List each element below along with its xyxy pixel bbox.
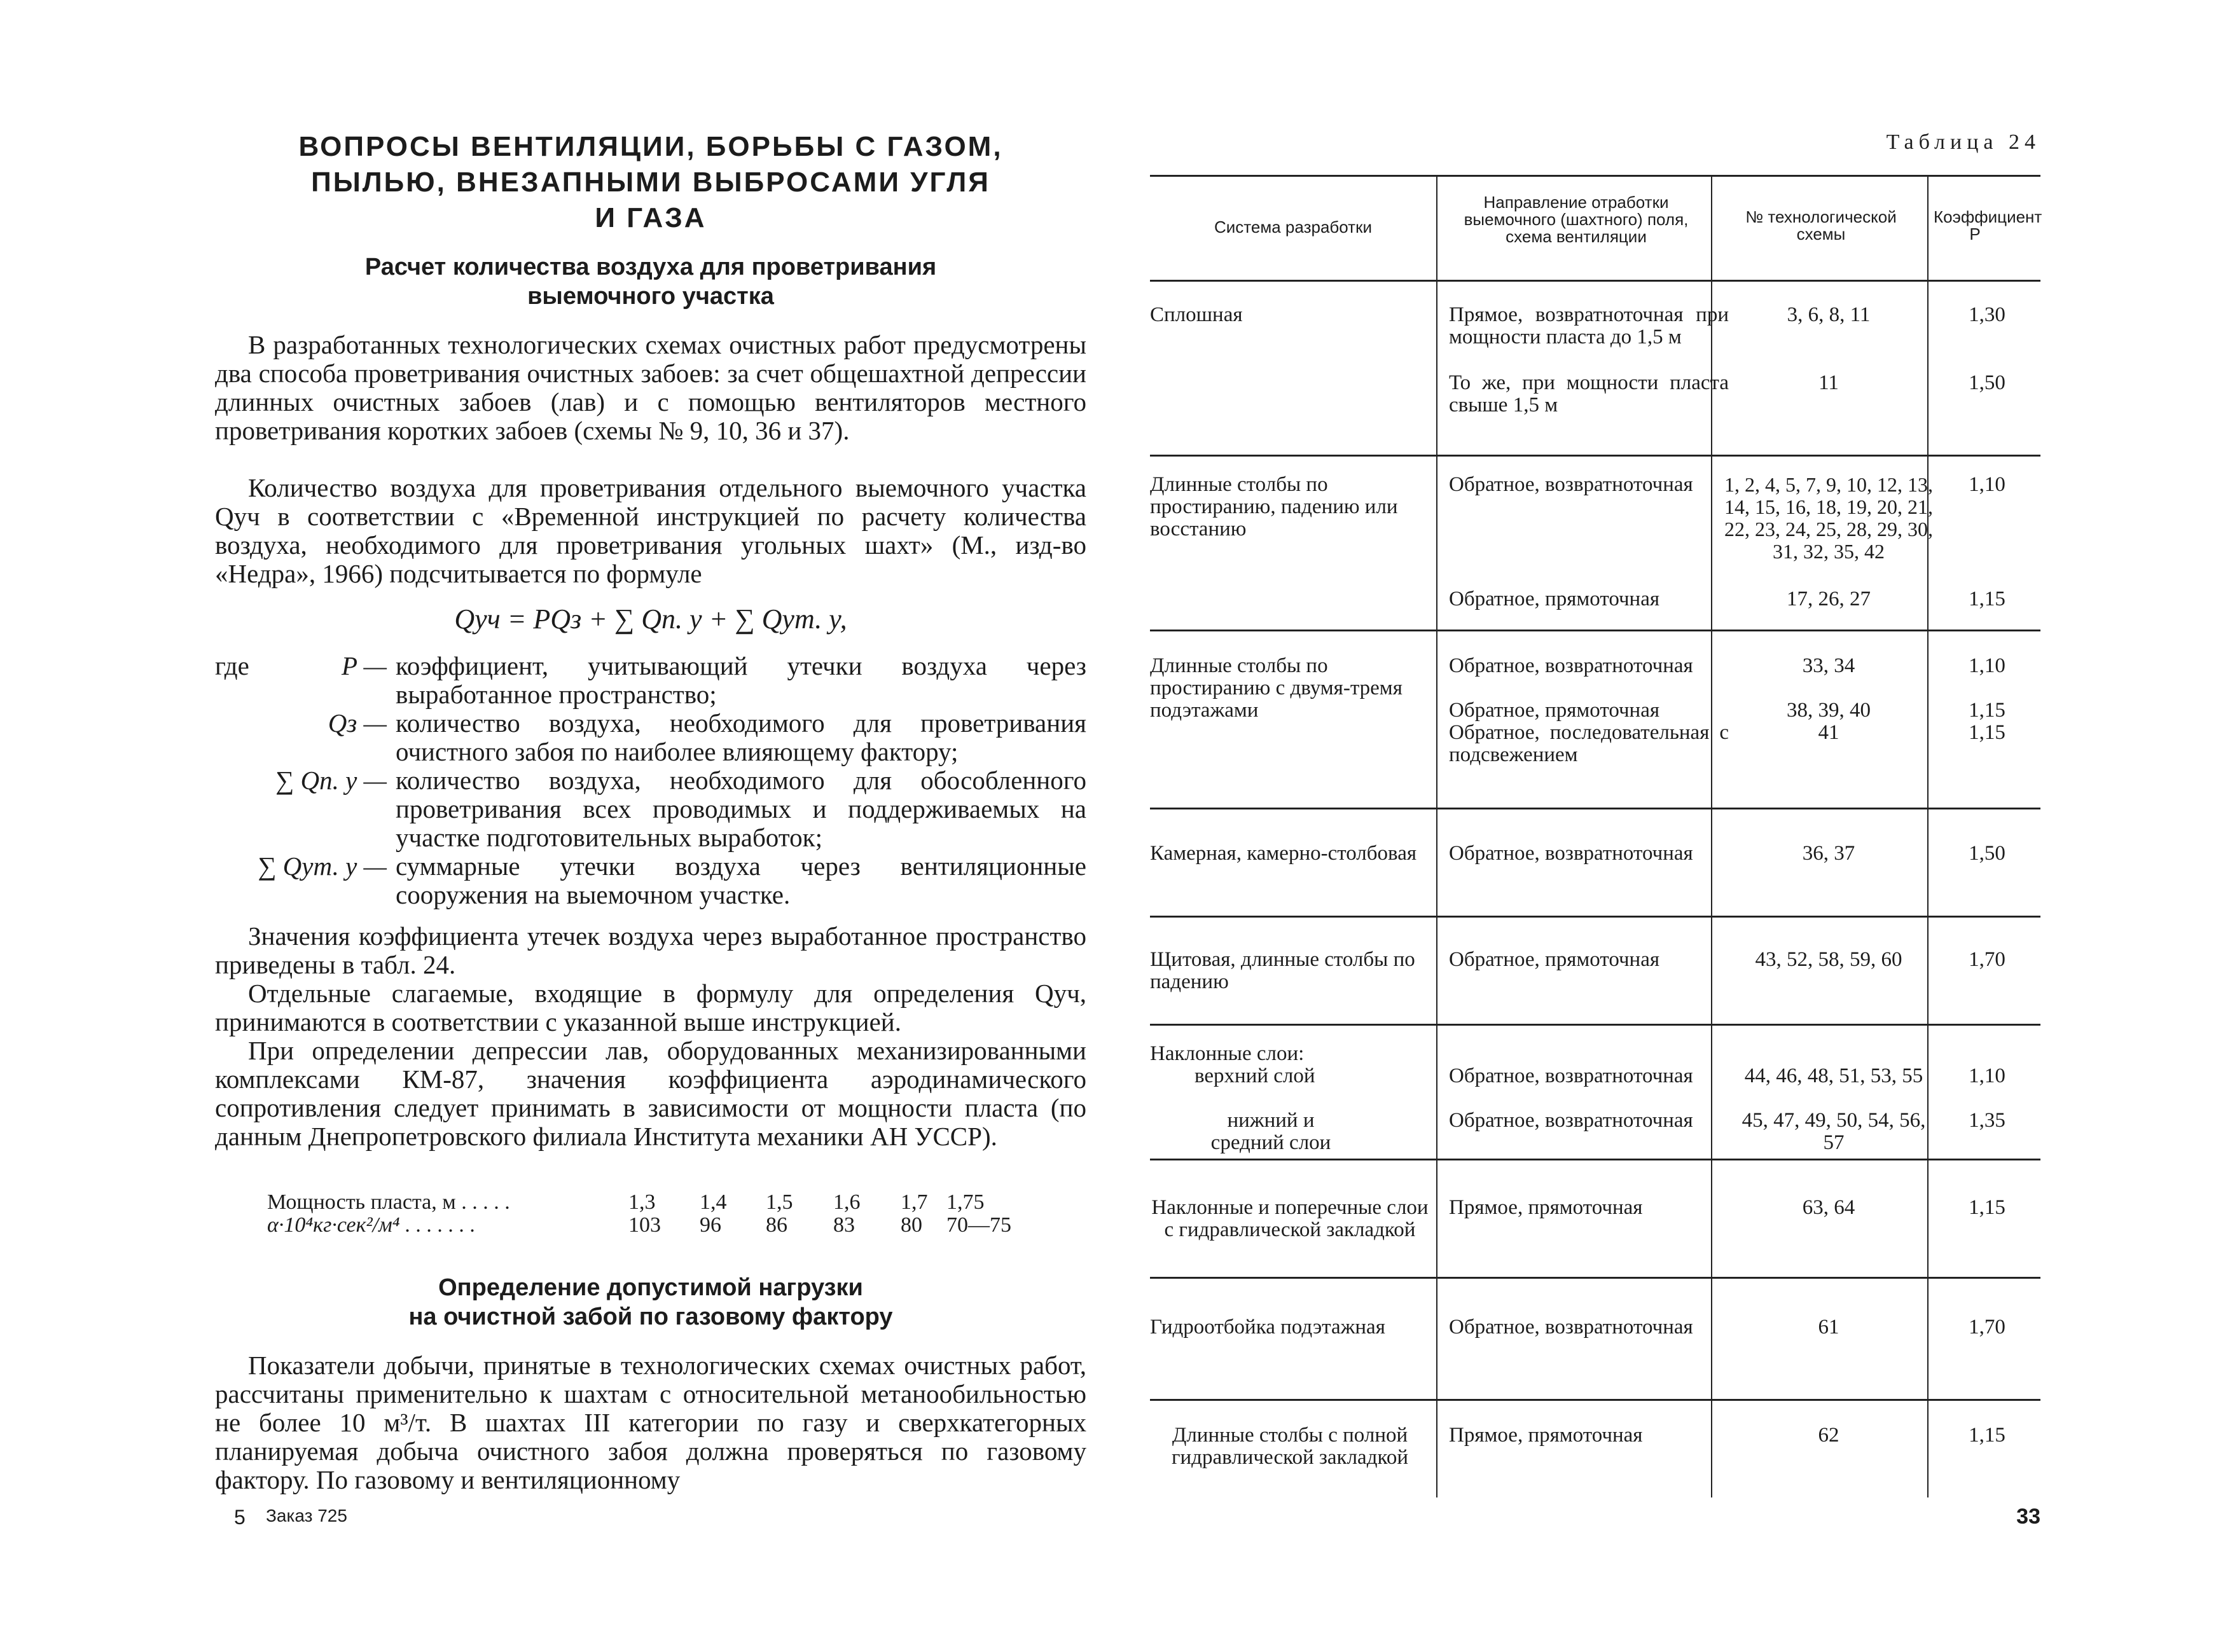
- row4-system: Камерная, камерно-столбовая: [1150, 842, 1417, 865]
- legend-symbol-qz: Qз —: [328, 708, 387, 738]
- chapter-title-line-2: ПЫЛЬЮ, ВНЕЗАПНЫМИ ВЫБРОСАМИ УГЛЯ: [311, 167, 990, 198]
- row3-direction-1: Обратное, возвратноточная: [1449, 654, 1693, 677]
- row6-direction-2: Обратное, возвратноточная: [1449, 1109, 1693, 1132]
- row7-direction: Прямое, прямоточная: [1449, 1196, 1643, 1219]
- row-divider: [1150, 1159, 2040, 1160]
- paragraph-1: В разработанных технологических схемах очистных работ предусмотрены два способа проветривания очистных забоев: за счет общешахтной депрессии длинных очистных забоев (лав) и с помощью вентиляторов местного проветривания коротких забоев (схемы № 9, 10, 36 и 37).: [215, 330, 1086, 445]
- row6-subsystem-1: верхний слой: [1195, 1064, 1315, 1087]
- legend-symbol-p: P —: [341, 651, 387, 680]
- header-system: Система разработки: [1214, 217, 1372, 237]
- row1-system: Сплошная: [1150, 303, 1243, 326]
- row3-scheme-3: 41: [1818, 721, 1839, 744]
- thickness-label: Мощность пласта, м . . . . .: [267, 1190, 510, 1214]
- legend-symbol-qut: ∑ Qут. у —: [258, 851, 387, 881]
- section2-heading-line-1: Определение допустимой нагрузки: [438, 1274, 863, 1301]
- row6-subsystem-2: нижний и средний слои: [1210, 1109, 1331, 1154]
- row2-coef-1: 1,10: [1969, 473, 2005, 496]
- legend-text-qut: суммарные утечки воздуха через вентиляционные сооружения на выемочном участке.: [396, 851, 1086, 909]
- row2-scheme-1: 1, 2, 4, 5, 7, 9, 10, 12, 13, 14, 15, 16, 18, 19, 20, 21, 22, 23, 24, 25, 28, 29, 30, 31, 32, 35, 42: [1724, 473, 1933, 563]
- row1-direction-2: То же, при мощности пласта свыше 1,5 м: [1449, 371, 1729, 416]
- row3-scheme-1: 33, 34: [1802, 654, 1855, 677]
- alpha-value: 70—75: [946, 1213, 1011, 1237]
- row-divider: [1150, 455, 2040, 457]
- thickness-value: 1,75: [946, 1190, 985, 1214]
- row8-direction: Обратное, возвратноточная: [1449, 1316, 1693, 1339]
- table-caption: Таблица 24: [1886, 130, 2040, 154]
- row3-direction-3: Обратное, последовательная с подсвежением: [1449, 721, 1729, 766]
- paragraph-4: Отдельные слагаемые, входящие в формулу для определения Qуч, принимаются в соответствии с указанной выше инструкцией.: [215, 979, 1086, 1036]
- header-direction: Направление отработки выемочного (шахтного) поля, схема вентиляции: [1464, 193, 1689, 246]
- alpha-value: 96: [700, 1213, 721, 1237]
- row5-system: Щитовая, длинные столбы по падению: [1150, 948, 1415, 993]
- row8-coef: 1,70: [1969, 1316, 2005, 1339]
- row2-coef-2: 1,15: [1969, 588, 2005, 610]
- row9-scheme: 62: [1818, 1424, 1839, 1447]
- paragraph-3: Значения коэффициента утечек воздуха через выработанное пространство приведены в табл. 24.: [215, 921, 1086, 979]
- row2-scheme-2: 17, 26, 27: [1787, 588, 1871, 610]
- row9-coef: 1,15: [1969, 1424, 2005, 1447]
- row1-scheme-1: 3, 6, 8, 11: [1787, 303, 1871, 326]
- page-number: 33: [2016, 1504, 2040, 1529]
- row8-system: Гидроотбойка подэтажная: [1150, 1316, 1385, 1339]
- thickness-value: 1,7: [901, 1190, 928, 1214]
- row5-coef: 1,70: [1969, 948, 2005, 971]
- row1-coef-1: 1,30: [1969, 303, 2005, 326]
- signature-mark: 5: [234, 1506, 246, 1529]
- row9-direction: Прямое, прямоточная: [1449, 1424, 1643, 1447]
- row3-direction-2: Обратное, прямоточная: [1449, 699, 1660, 722]
- row8-scheme: 61: [1818, 1316, 1839, 1339]
- row2-system: Длинные столбы по простиранию, падению или восстанию: [1150, 473, 1398, 540]
- row2-direction-2: Обратное, прямоточная: [1449, 588, 1660, 610]
- row3-coef-3: 1,15: [1969, 721, 2005, 744]
- chapter-title-line-1: ВОПРОСЫ ВЕНТИЛЯЦИИ, БОРЬБЫ С ГАЗОМ,: [298, 131, 1003, 162]
- row6-scheme-2: 45, 47, 49, 50, 54, 56, 57: [1742, 1109, 1926, 1154]
- row-divider: [1150, 1277, 2040, 1279]
- air-formula: Qуч = PQз + ∑ Qп. у + ∑ Qут. у,: [454, 603, 847, 635]
- thickness-value: 1,5: [766, 1190, 793, 1214]
- alpha-value: 80: [901, 1213, 922, 1237]
- section-heading-line-2: выемочного участка: [527, 283, 774, 310]
- paragraph-2: Количество воздуха для проветривания отдельного выемочного участка Qуч в соответствии с «Временной инструкцией по расчету количества воздуха, необходимого для проветривания угольных шахт» (М., изд-во «Недра», 1966) подсчитывается по формуле: [215, 473, 1086, 588]
- row3-system: Длинные столбы по простиранию с двумя-тремя подэтажами: [1150, 654, 1402, 722]
- row7-coef: 1,15: [1969, 1196, 2005, 1219]
- alpha-label: α·10⁴кг·сек²/м⁴ . . . . . . .: [267, 1213, 476, 1237]
- header-coef: Коэффициент P: [1934, 207, 2042, 244]
- row1-coef-2: 1,50: [1969, 371, 2005, 394]
- header-scheme-no: № технологической схемы: [1745, 207, 1897, 244]
- row3-scheme-2: 38, 39, 40: [1787, 699, 1871, 722]
- row7-scheme: 63, 64: [1802, 1196, 1855, 1219]
- alpha-value: 83: [833, 1213, 855, 1237]
- row6-direction-1: Обратное, возвратноточная: [1449, 1064, 1693, 1087]
- legend-where: где: [215, 651, 249, 680]
- column-line: [1436, 175, 1437, 1497]
- thickness-value: 1,3: [628, 1190, 656, 1214]
- legend-text-p: коэффициент, учитывающий утечки воздуха через выработанное пространство;: [396, 651, 1086, 709]
- alpha-value: 103: [628, 1213, 661, 1237]
- row4-direction: Обратное, возвратноточная: [1449, 842, 1693, 865]
- row5-scheme: 43, 52, 58, 59, 60: [1755, 948, 1902, 971]
- paragraph-5: При определении депрессии лав, оборудованных механизированными комплексами КМ-87, значения коэффициента аэродинамического сопротивления следует принимать в зависимости от мощности пласта (по данным Днепропетровского филиала Института механики АН УССР).: [215, 1036, 1086, 1151]
- header-bottom-rule: [1150, 280, 2040, 282]
- row4-coef: 1,50: [1969, 842, 2005, 865]
- alpha-value: 86: [766, 1213, 787, 1237]
- row1-direction-1: Прямое, возвратноточная при мощности пласта до 1,5 м: [1449, 303, 1729, 348]
- row-divider: [1150, 1399, 2040, 1401]
- legend-symbol-qpu: ∑ Qп. у —: [275, 766, 387, 795]
- row5-direction: Обратное, прямоточная: [1449, 948, 1660, 971]
- chapter-title-line-3: И ГАЗА: [595, 202, 707, 233]
- row-divider: [1150, 808, 2040, 809]
- thickness-value: 1,6: [833, 1190, 861, 1214]
- row4-scheme: 36, 37: [1802, 842, 1855, 865]
- row9-system: Длинные столбы с полной гидравлической закладкой: [1171, 1424, 1409, 1469]
- table-top-rule: [1150, 175, 2040, 177]
- row3-coef-2: 1,15: [1969, 699, 2005, 722]
- legend-text-qpu: количество воздуха, необходимого для обособленного проветривания всех проводимых и поддерживаемых на участке подготовительных выработок;: [396, 766, 1086, 852]
- row6-scheme-1: 44, 46, 48, 51, 53, 55: [1744, 1064, 1923, 1087]
- paragraph-6: Показатели добычи, принятые в технологических схемах очистных работ, рассчитаны применительно к шахтам с относительной метанообильностью не более 10 м³/т. В шахтах III категории по газу и сверхкатегорных планируемая добыча очистного забоя должна проверяться по газовому фактору. По газовому и вентиляционному: [215, 1351, 1086, 1494]
- row-divider: [1150, 916, 2040, 918]
- legend-text-qz: количество воздуха, необходимого для проветривания очистного забоя по наиболее влияющему фактору;: [396, 708, 1086, 766]
- section2-heading-line-2: на очистной забой по газовому фактору: [408, 1304, 893, 1330]
- section-heading-line-1: Расчет количества воздуха для проветривания: [364, 254, 937, 280]
- row3-coef-1: 1,10: [1969, 654, 2005, 677]
- row2-direction-1: Обратное, возвратноточная: [1449, 473, 1693, 496]
- row-divider: [1150, 630, 2040, 631]
- row6-coef-2: 1,35: [1969, 1109, 2005, 1132]
- row1-scheme-2: 11: [1818, 371, 1839, 394]
- row-divider: [1150, 1024, 2040, 1026]
- row6-coef-1: 1,10: [1969, 1064, 2005, 1087]
- thickness-value: 1,4: [700, 1190, 727, 1214]
- row7-system: Наклонные и поперечные слои с гидравлической закладкой: [1151, 1196, 1429, 1241]
- print-order: Заказ 725: [266, 1506, 347, 1525]
- row6-system: Наклонные слои:: [1150, 1042, 1305, 1065]
